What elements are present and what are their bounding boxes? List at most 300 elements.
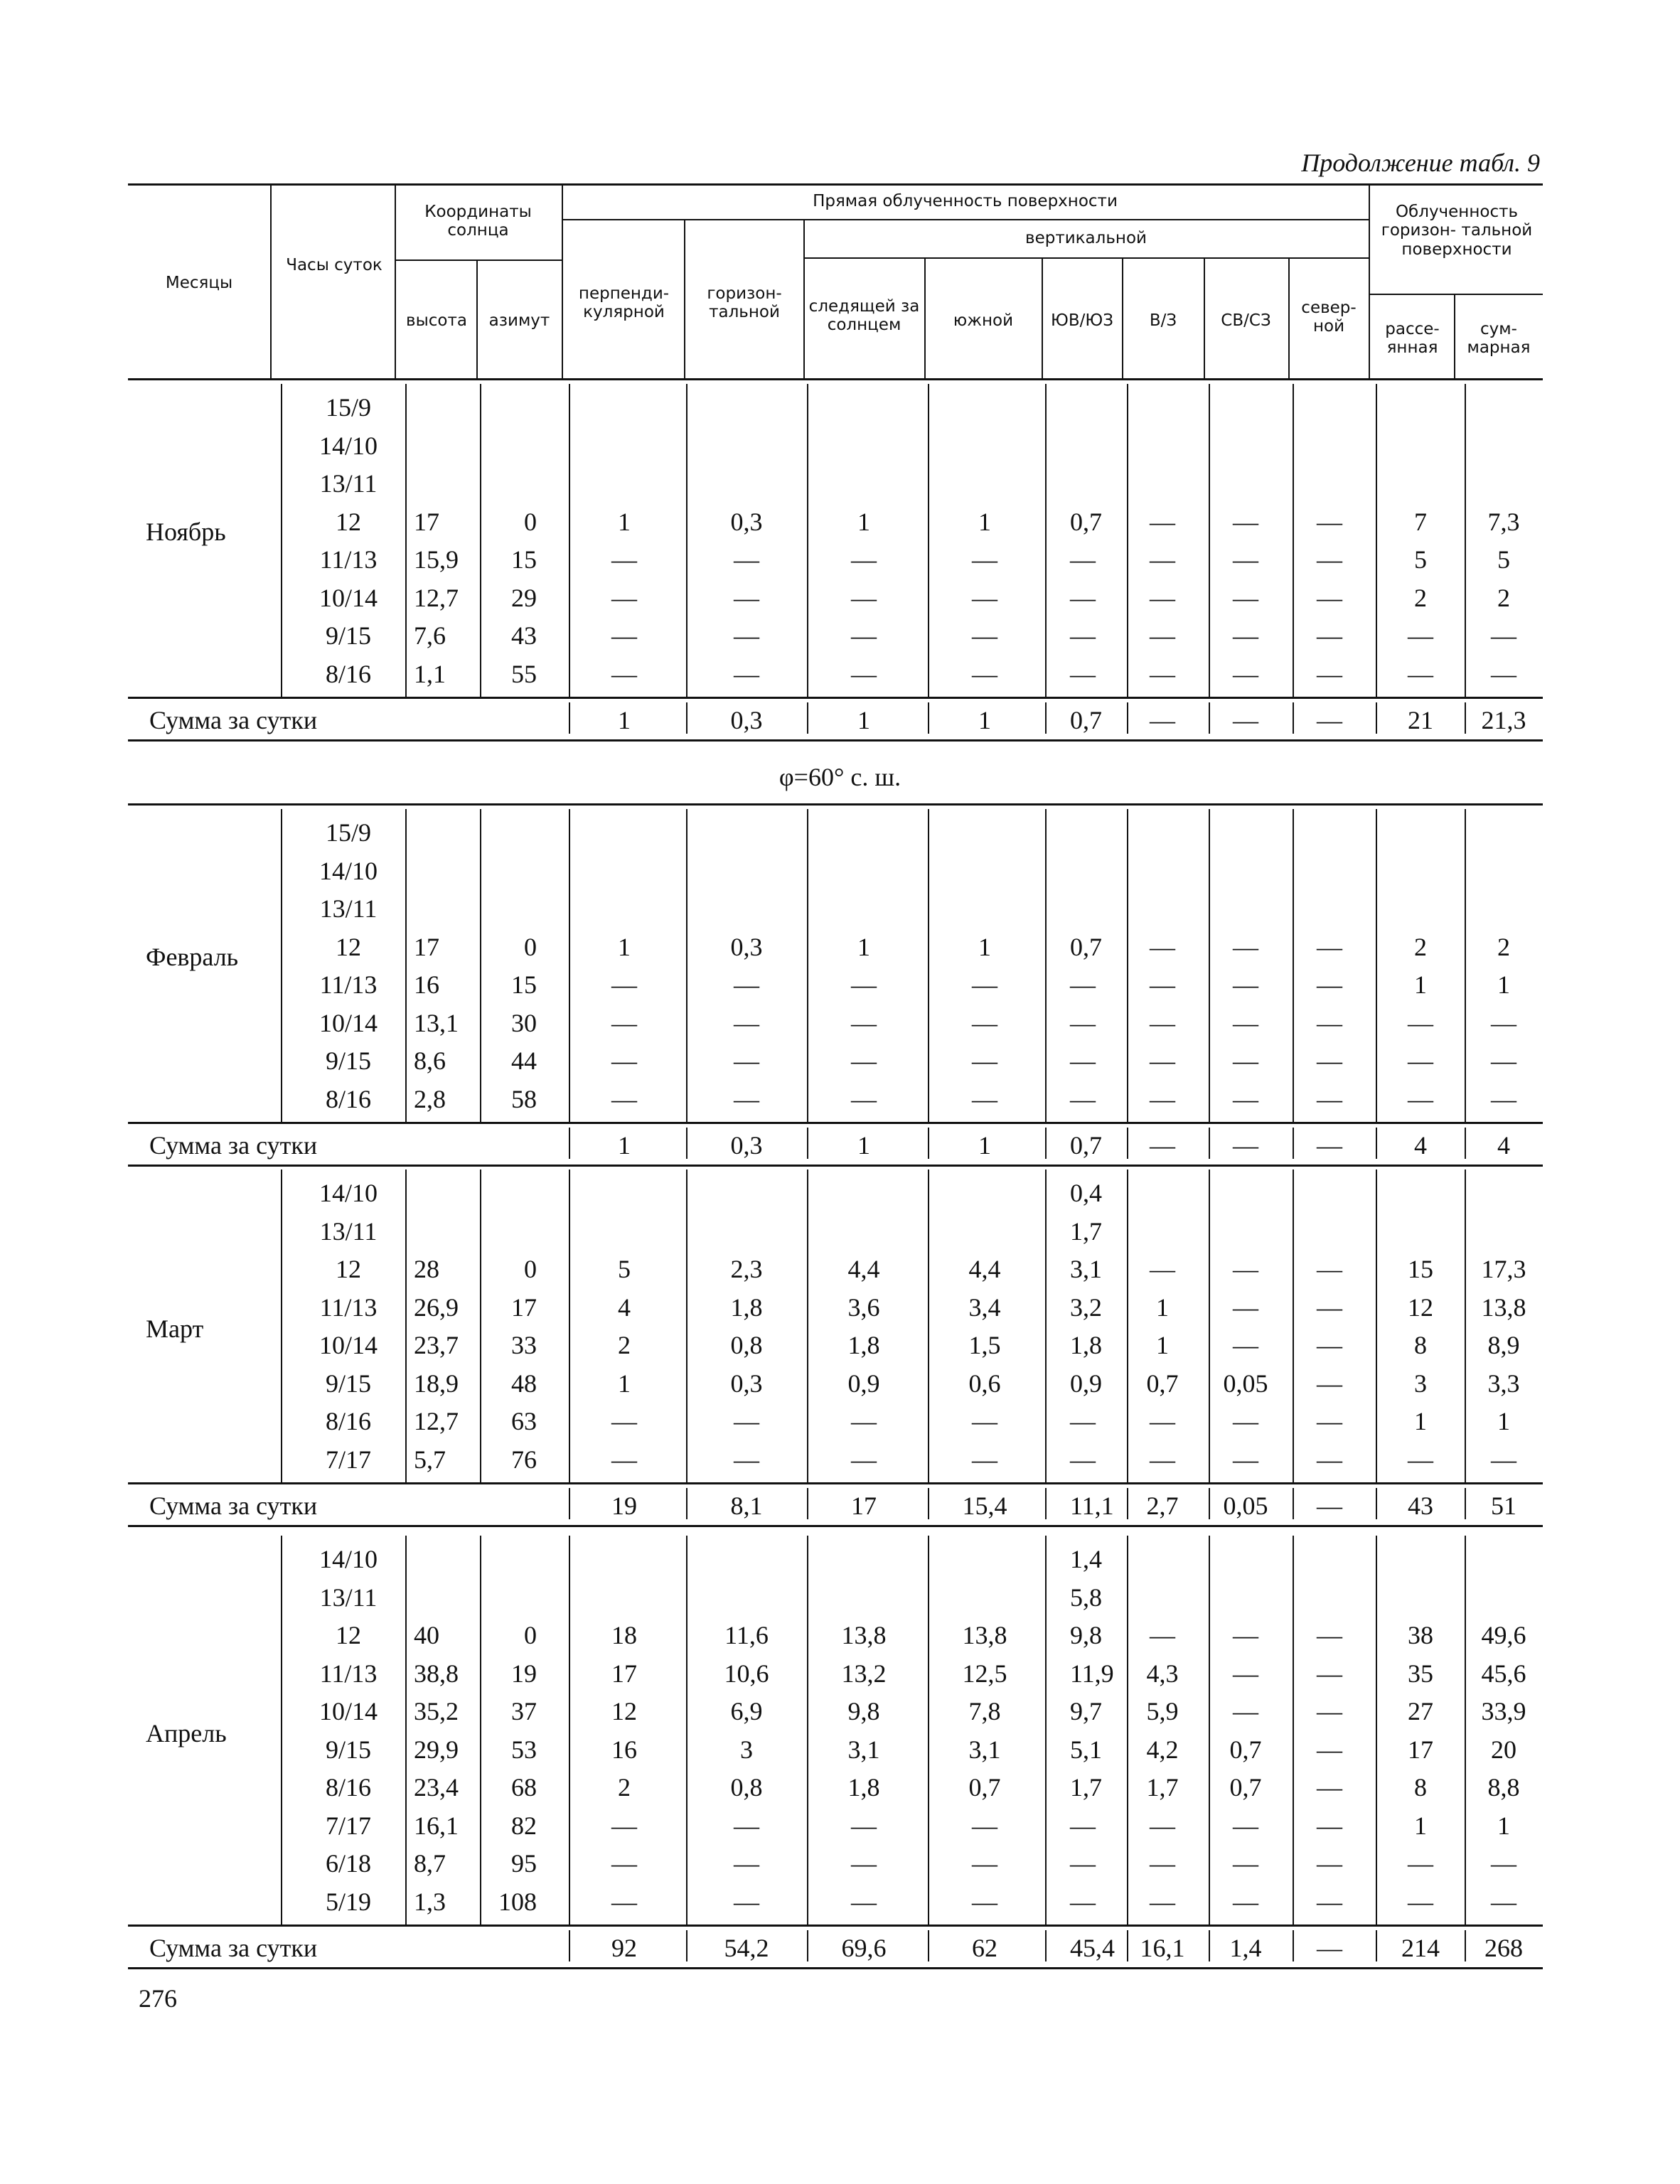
table-cell: 11/13 — [319, 1659, 378, 1688]
table-cell: — — [1150, 932, 1175, 961]
sum-bottom-rule — [128, 1525, 1543, 1527]
table-cell: — — [1317, 545, 1342, 574]
table-cell: 43 — [511, 621, 537, 650]
month-label: Март — [146, 1315, 204, 1344]
table-cell: — — [1408, 1445, 1433, 1474]
table-cell: 11,6 — [724, 1621, 769, 1649]
table-cell: — — [851, 545, 877, 574]
sum-divider — [1465, 1930, 1466, 1961]
sum-divider — [569, 1488, 570, 1519]
sum-cell: — — [1317, 1131, 1342, 1160]
table-cell: — — [1233, 1697, 1258, 1725]
table-cell: — — [734, 545, 759, 574]
column-divider — [686, 1169, 687, 1482]
sum-divider — [1209, 1128, 1210, 1159]
table-cell: — — [1491, 1887, 1516, 1916]
table-cell: — — [1150, 1407, 1175, 1435]
sum-cell: 0,05 — [1223, 1492, 1268, 1520]
table-cell: — — [611, 1811, 637, 1840]
table-cell: — — [1408, 1849, 1433, 1878]
table-cell: — — [1317, 1849, 1342, 1878]
sum-cell: 214 — [1401, 1934, 1440, 1962]
table-cell: — — [972, 1849, 997, 1878]
header-tracking: следящей за солнцем — [808, 297, 920, 335]
table-cell: 9,7 — [1070, 1697, 1102, 1725]
table-cell: — — [1150, 507, 1175, 536]
sum-label: Сумма за сутки — [149, 1492, 318, 1520]
sum-label: Сумма за сутки — [149, 1131, 318, 1160]
sum-cell: — — [1317, 706, 1342, 734]
table-cell: — — [1070, 621, 1096, 650]
table-cell: 5,9 — [1146, 1697, 1179, 1725]
column-divider — [480, 384, 481, 697]
column-divider — [807, 809, 808, 1122]
table-cell: — — [611, 1887, 637, 1916]
table-cell: 3,3 — [1487, 1369, 1520, 1398]
header-months: Месяцы — [165, 274, 233, 292]
table-cell: 3,1 — [1070, 1255, 1102, 1283]
table-cell: 15 — [511, 545, 537, 574]
table-cell: — — [851, 583, 877, 612]
table-cell: 1,5 — [968, 1331, 1001, 1359]
table-cell: — — [972, 1046, 997, 1075]
table-cell: 10/14 — [319, 583, 378, 612]
sum-divider — [807, 1128, 808, 1159]
sum-cell: 2,7 — [1146, 1492, 1179, 1520]
table-cell: 0,3 — [730, 507, 763, 536]
column-divider — [807, 384, 808, 697]
table-cell: — — [1233, 507, 1258, 536]
table-cell: 44 — [511, 1046, 537, 1075]
table-cell: 11/13 — [319, 970, 378, 999]
sum-cell: 8,1 — [730, 1492, 763, 1520]
table-cell: — — [851, 1008, 877, 1037]
table-cell: 1 — [1414, 970, 1427, 999]
table-cell: — — [851, 1887, 877, 1916]
table-cell: — — [851, 1084, 877, 1113]
table-cell: — — [851, 1445, 877, 1474]
table-cell: 10/14 — [319, 1697, 378, 1725]
table-cell: 1,8 — [847, 1331, 880, 1359]
header-bottom-rule — [128, 378, 1543, 380]
column-divider — [928, 384, 929, 697]
table-cell: — — [1317, 1773, 1342, 1802]
table-cell: — — [1233, 1331, 1258, 1359]
column-divider — [569, 384, 570, 697]
table-cell: 38,8 — [414, 1659, 459, 1688]
column-divider — [569, 809, 570, 1122]
table-cell: 1,8 — [730, 1292, 763, 1322]
table-cell: 0,3 — [730, 1369, 763, 1398]
table-cell: 5,7 — [414, 1445, 446, 1474]
table-cell: — — [972, 621, 997, 650]
sum-divider — [686, 1930, 687, 1961]
sum-cell: 69,6 — [841, 1934, 887, 1962]
table-cell: 5,1 — [1070, 1735, 1102, 1764]
column-divider — [686, 809, 687, 1122]
column-divider — [1209, 809, 1210, 1122]
table-cell: — — [1317, 1621, 1342, 1649]
table-cell: — — [1150, 1445, 1175, 1474]
table-cell: 29,9 — [414, 1735, 459, 1764]
table-cell: 48 — [511, 1369, 537, 1398]
sum-cell: 0,7 — [1070, 1131, 1102, 1160]
table-cell: 12 — [611, 1697, 637, 1725]
table-cell: 9,8 — [847, 1697, 880, 1725]
table-cell: 37 — [511, 1697, 537, 1725]
column-divider — [1209, 1536, 1210, 1925]
sum-cell: — — [1317, 1934, 1342, 1962]
column-divider — [1127, 384, 1128, 697]
table-cell: 2 — [1414, 932, 1427, 961]
sum-cell: 62 — [972, 1934, 997, 1962]
table-cell: — — [1317, 1697, 1342, 1725]
table-cell: — — [1408, 1008, 1433, 1037]
table-cell: — — [1233, 1255, 1258, 1283]
table-cell: 1,7 — [1070, 1216, 1102, 1246]
column-divider — [1127, 1169, 1128, 1482]
table-cell: 1,4 — [1070, 1545, 1102, 1573]
sum-label: Сумма за сутки — [149, 1934, 318, 1962]
sum-cell: 4 — [1414, 1131, 1427, 1160]
table-cell: 14/10 — [319, 1179, 378, 1207]
table-cell: — — [1233, 1659, 1258, 1688]
table-cell: 13/11 — [319, 1216, 378, 1246]
table-cell: 10/14 — [319, 1008, 378, 1037]
table-cell: 8,8 — [1487, 1773, 1520, 1802]
table-cell: 8/16 — [325, 1084, 372, 1113]
table-cell: — — [972, 1445, 997, 1474]
header-top-rule — [128, 183, 1543, 186]
table-cell: — — [611, 1445, 637, 1474]
table-cell: 28 — [414, 1255, 439, 1283]
table-cell: — — [1070, 659, 1096, 688]
table-cell: — — [972, 583, 997, 612]
table-cell: 15/9 — [325, 393, 372, 422]
table-cell: — — [851, 659, 877, 688]
table-cell: — — [611, 1084, 637, 1113]
table-cell: 12 — [336, 507, 361, 536]
sum-cell: — — [1317, 1492, 1342, 1520]
table-cell: 3,1 — [968, 1735, 1001, 1764]
sum-divider — [1376, 1128, 1377, 1159]
table-cell: — — [1317, 1331, 1342, 1359]
table-cell: 7/17 — [325, 1445, 372, 1474]
table-cell: — — [611, 583, 637, 612]
header-divider — [395, 185, 396, 378]
table-cell: 1 — [618, 507, 631, 536]
table-cell: 13,1 — [414, 1008, 459, 1037]
table-cell: 12,7 — [414, 1407, 459, 1435]
table-cell: — — [611, 970, 637, 999]
table-cell: 1 — [978, 932, 991, 961]
table-cell: 17 — [611, 1659, 637, 1688]
table-cell: 15 — [1408, 1255, 1433, 1283]
column-divider — [480, 1536, 481, 1925]
table-cell: — — [1070, 1445, 1096, 1474]
table-cell: — — [1233, 1084, 1258, 1113]
table-cell: 4,4 — [968, 1255, 1001, 1283]
sum-cell: 1 — [857, 706, 870, 734]
table-cell: 2,8 — [414, 1084, 446, 1113]
table-cell: — — [611, 1046, 637, 1075]
column-divider — [1209, 384, 1210, 697]
table-cell: — — [1317, 583, 1342, 612]
table-cell: — — [1491, 1008, 1516, 1037]
month-label: Февраль — [146, 943, 239, 972]
sum-divider — [1376, 1488, 1377, 1519]
column-divider — [1293, 384, 1294, 697]
table-cell: — — [1150, 1046, 1175, 1075]
table-cell: 82 — [511, 1811, 537, 1840]
table-cell: 8 — [1414, 1773, 1427, 1802]
sum-divider — [569, 702, 570, 734]
column-divider — [281, 809, 282, 1122]
sum-divider — [1209, 1488, 1210, 1519]
table-cell: — — [1317, 1445, 1342, 1474]
table-cell: 1,7 — [1070, 1773, 1102, 1802]
table-cell: — — [1317, 932, 1342, 961]
header-divider — [562, 185, 563, 378]
table-cell: 13,8 — [841, 1621, 887, 1649]
header-divider — [924, 259, 926, 378]
table-cell: 1 — [1156, 1331, 1169, 1359]
table-cell: — — [611, 659, 637, 688]
table-cell: — — [734, 1046, 759, 1075]
header-divider — [476, 261, 478, 378]
table-cell: 1 — [1497, 1407, 1510, 1435]
sum-cell: 45,4 — [1070, 1934, 1115, 1962]
sum-divider — [686, 1128, 687, 1159]
table-cell: 18,9 — [414, 1369, 459, 1398]
table-cell: 17 — [414, 507, 439, 536]
latitude-label: φ=60° с. ш. — [779, 763, 901, 791]
header-se-sw: ЮВ/ЮЗ — [1051, 311, 1113, 330]
table-cell: — — [1317, 1292, 1342, 1322]
sum-cell: — — [1233, 1131, 1258, 1160]
table-cell: 1,8 — [847, 1773, 880, 1802]
table-cell: 9/15 — [325, 1369, 372, 1398]
sum-cell: 92 — [611, 1934, 637, 1962]
table-cell: 55 — [511, 659, 537, 688]
sum-divider — [1293, 1488, 1294, 1519]
table-cell: — — [1317, 1659, 1342, 1688]
table-cell: — — [1233, 1445, 1258, 1474]
table-cell: — — [1233, 970, 1258, 999]
header-divider — [684, 220, 685, 378]
column-divider — [480, 809, 481, 1122]
table-cell: 12,5 — [962, 1659, 1007, 1688]
table-cell: — — [734, 1084, 759, 1113]
column-divider — [686, 1536, 687, 1925]
table-cell: 0,3 — [730, 932, 763, 961]
table-cell: 9,8 — [1070, 1621, 1102, 1649]
table-cell: — — [1150, 1621, 1175, 1649]
column-divider — [1376, 1169, 1377, 1482]
sum-label: Сумма за сутки — [149, 706, 318, 734]
table-cell: 35 — [1408, 1659, 1433, 1688]
sum-cell: 1 — [857, 1131, 870, 1160]
table-cell: 4 — [618, 1292, 631, 1322]
table-cell: — — [1233, 545, 1258, 574]
sum-divider — [928, 1128, 929, 1159]
table-cell: 108 — [498, 1887, 537, 1916]
table-cell: 76 — [511, 1445, 537, 1474]
table-cell: 2 — [1414, 583, 1427, 612]
table-cell: — — [972, 659, 997, 688]
table-cell: — — [1150, 970, 1175, 999]
table-cell: 3 — [1414, 1369, 1427, 1398]
sum-cell: 21 — [1408, 706, 1433, 734]
column-divider — [569, 1536, 570, 1925]
column-divider — [1045, 1169, 1047, 1482]
sum-divider — [1127, 702, 1128, 734]
table-cell: 38 — [1408, 1621, 1433, 1649]
sum-divider — [686, 702, 687, 734]
column-divider — [281, 1536, 282, 1925]
column-divider — [405, 1169, 407, 1482]
sum-cell: 15,4 — [962, 1492, 1007, 1520]
sum-cell: 21,3 — [1481, 706, 1526, 734]
table-cell: 30 — [511, 1008, 537, 1037]
sum-top-rule — [128, 1122, 1543, 1124]
column-divider — [928, 809, 929, 1122]
table-cell: 0 — [524, 507, 537, 536]
table-cell: 5 — [1414, 545, 1427, 574]
header-hours: Часы суток — [286, 256, 382, 274]
table-cell: — — [1408, 621, 1433, 650]
sum-divider — [1293, 1128, 1294, 1159]
sum-divider — [569, 1128, 570, 1159]
table-cell: 0,7 — [1070, 932, 1102, 961]
table-cell: 68 — [511, 1773, 537, 1802]
table-cell: — — [851, 1407, 877, 1435]
table-cell: — — [1317, 1084, 1342, 1113]
table-cell: — — [972, 1811, 997, 1840]
sum-divider — [1293, 702, 1294, 734]
table-cell: — — [1150, 1887, 1175, 1916]
header-e-w: В/З — [1149, 311, 1177, 330]
table-cell: 12 — [336, 1255, 361, 1283]
table-cell: 40 — [414, 1621, 439, 1649]
table-cell: — — [851, 621, 877, 650]
table-cell: 8/16 — [325, 1773, 372, 1802]
table-cell: — — [1233, 1887, 1258, 1916]
sum-divider — [1127, 1488, 1128, 1519]
table-cell: 0,9 — [1070, 1369, 1102, 1398]
table-cell: 13,2 — [841, 1659, 887, 1688]
table-cell: — — [1233, 1621, 1258, 1649]
sum-divider — [928, 702, 929, 734]
sum-divider — [1045, 1128, 1047, 1159]
table-cell: — — [1150, 659, 1175, 688]
header-north: север- ной — [1301, 299, 1357, 336]
table-cell: — — [1317, 659, 1342, 688]
header-perp: перпенди- кулярной — [578, 284, 670, 322]
table-cell: 29 — [511, 583, 537, 612]
table-cell: — — [1150, 583, 1175, 612]
sum-divider — [1465, 1488, 1466, 1519]
table-cell: — — [1150, 1849, 1175, 1878]
table-cell: — — [1491, 1046, 1516, 1075]
sum-divider — [686, 1488, 687, 1519]
sum-divider — [1045, 702, 1047, 734]
table-cell: 15,9 — [414, 545, 459, 574]
sum-divider — [1127, 1128, 1128, 1159]
table-cell: 8,7 — [414, 1849, 446, 1878]
table-cell: — — [1233, 583, 1258, 612]
table-cell: — — [1150, 545, 1175, 574]
column-divider — [928, 1169, 929, 1482]
table-cell: — — [1070, 1008, 1096, 1037]
table-cell: 26,9 — [414, 1292, 459, 1322]
column-divider — [1293, 809, 1294, 1122]
table-cell: — — [1317, 1008, 1342, 1037]
table-cell: — — [1317, 1811, 1342, 1840]
sum-cell: 11,1 — [1070, 1492, 1114, 1520]
table-cell: 3,4 — [968, 1292, 1001, 1322]
column-divider — [281, 384, 282, 697]
column-divider — [569, 1169, 570, 1482]
table-cell: — — [1408, 1887, 1433, 1916]
table-cell: 4,3 — [1146, 1659, 1179, 1688]
header-divider — [803, 220, 805, 378]
sum-divider — [1045, 1930, 1047, 1961]
sum-cell: — — [1150, 706, 1175, 734]
table-cell: 12 — [1408, 1292, 1433, 1322]
table-cell: 0,9 — [847, 1369, 880, 1398]
table-cell: — — [734, 1887, 759, 1916]
column-divider — [1376, 1536, 1377, 1925]
table-cell: 15 — [511, 970, 537, 999]
table-cell: — — [851, 1046, 877, 1075]
table-cell: — — [1317, 621, 1342, 650]
table-cell: 0,7 — [968, 1773, 1001, 1802]
table-cell: — — [1491, 1084, 1516, 1113]
table-cell: 35,2 — [414, 1697, 459, 1725]
table-cell: 49,6 — [1481, 1621, 1526, 1649]
table-cell: — — [972, 545, 997, 574]
table-cell: 2 — [1497, 932, 1510, 961]
table-cell: 10/14 — [319, 1331, 378, 1359]
table-cell: 1 — [1414, 1407, 1427, 1435]
table-cell: — — [1233, 1407, 1258, 1435]
table-cell: — — [851, 1849, 877, 1878]
column-divider — [1293, 1536, 1294, 1925]
table-cell: — — [734, 1008, 759, 1037]
table-cell: 0,6 — [968, 1369, 1001, 1398]
header-horiz: горизон- тальной — [707, 284, 782, 322]
table-cell: 0 — [524, 932, 537, 961]
table-cell: 7,3 — [1487, 507, 1520, 536]
table-cell: 27 — [1408, 1697, 1433, 1725]
table-cell: 12 — [336, 1621, 361, 1649]
sum-divider — [1209, 1930, 1210, 1961]
column-divider — [480, 1169, 481, 1482]
column-divider — [1045, 1536, 1047, 1925]
table-cell: 7,6 — [414, 621, 446, 650]
table-cell: — — [1491, 1849, 1516, 1878]
table-cell: — — [972, 1887, 997, 1916]
sum-divider — [1376, 1930, 1377, 1961]
table-cell: — — [1233, 621, 1258, 650]
sum-cell: 54,2 — [724, 1934, 769, 1962]
table-cell: — — [734, 1445, 759, 1474]
table-cell: 2 — [618, 1331, 631, 1359]
table-cell: — — [1317, 1407, 1342, 1435]
table-cell: — — [1150, 1255, 1175, 1283]
table-cell: 9/15 — [325, 1046, 372, 1075]
